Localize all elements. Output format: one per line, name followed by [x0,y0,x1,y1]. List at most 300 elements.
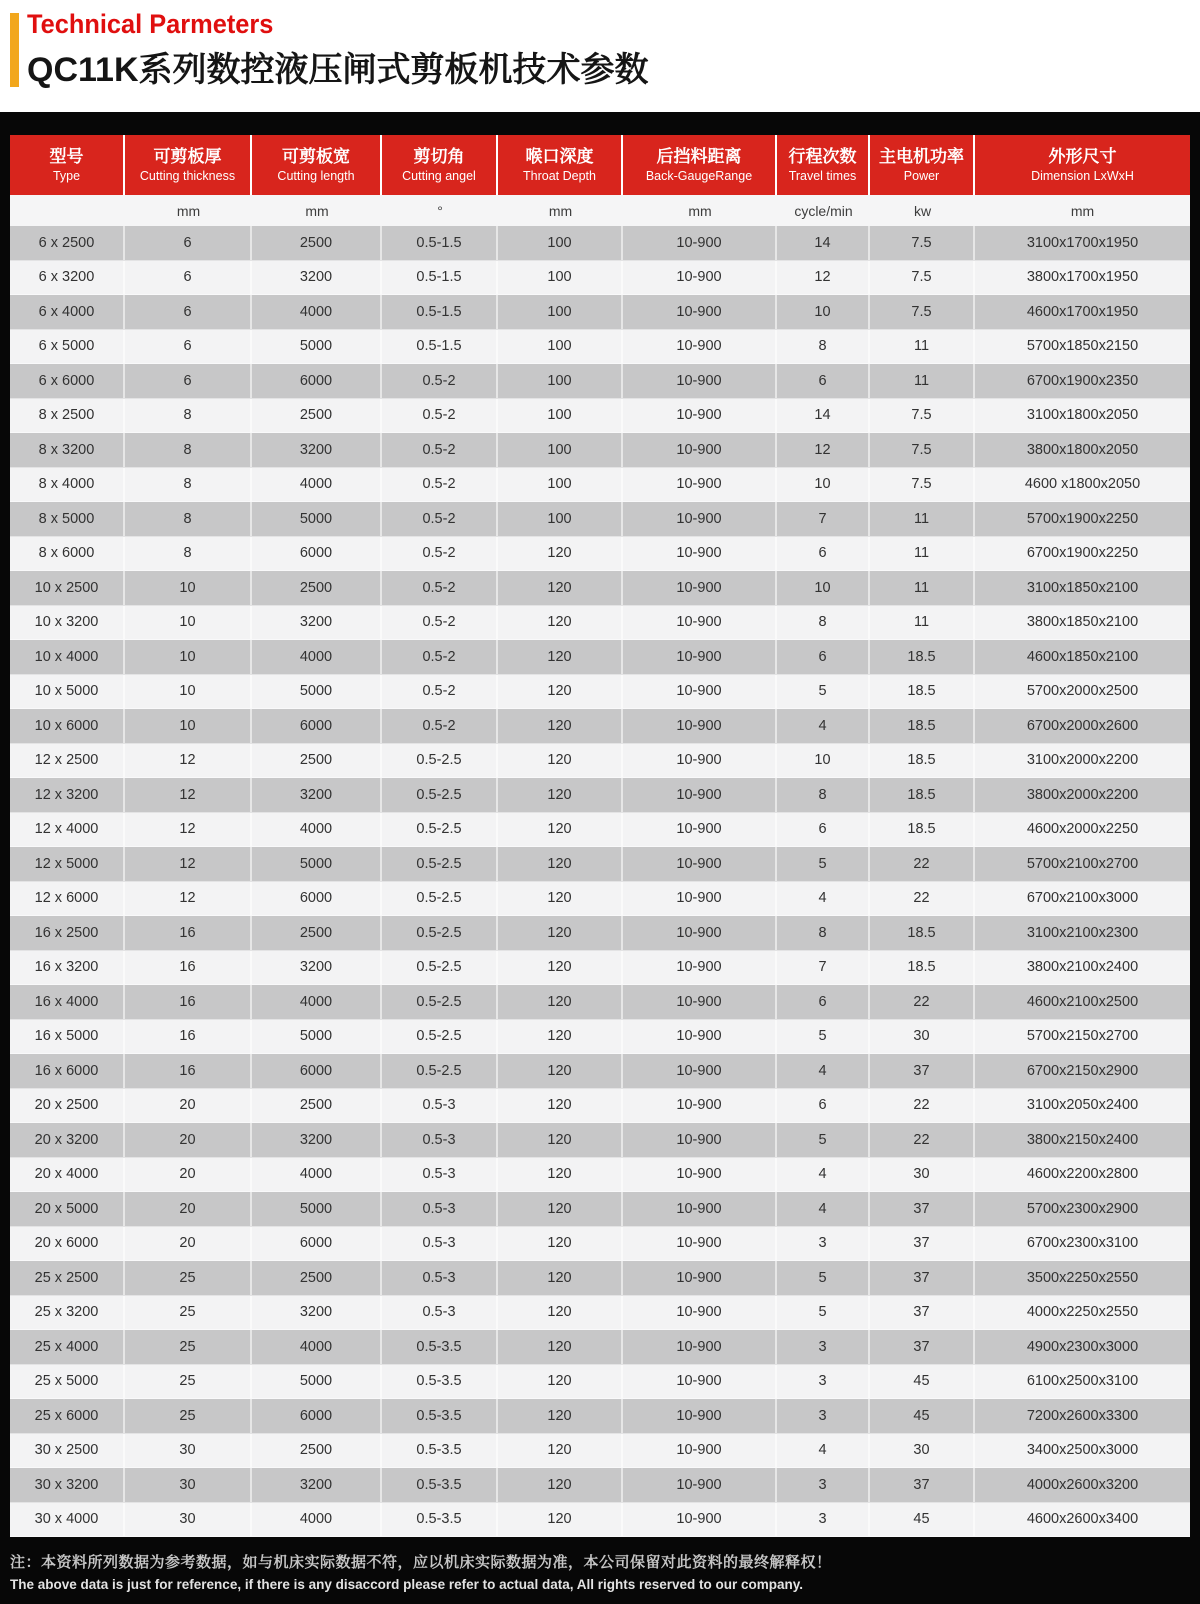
column-header-zh: 喉口深度 [525,147,594,167]
cell-back-gaugerange: 10-900 [623,1020,777,1054]
cell-travel-times: 6 [777,985,870,1019]
cell-travel-times: 3 [777,1503,870,1537]
table-units-row [10,195,1190,226]
cell-back-gaugerange: 10-900 [623,537,777,571]
cell-dimension-lxwxh: 6700x2300x3100 [1026,1235,1139,1252]
cell-power: 11 [870,537,975,571]
cell-throat-depth: 120 [498,916,623,950]
unit-cell-cutting-thickness: mm [176,202,201,219]
table-header-row [10,135,1190,195]
cell-cutting-angel: 0.5-2 [382,709,498,743]
cell-throat-depth: 120 [498,951,623,985]
cell-cutting-angel: 0.5-2 [382,502,498,536]
cell-type: 30 x 4000 [10,1503,125,1537]
cell-cutting-thickness: 20 [125,1158,252,1192]
table-row [10,571,1190,606]
cell-type: 16 x 2500 [10,916,125,950]
cell-travel-times: 4 [777,1434,870,1468]
cell-back-gaugerange: 10-900 [623,226,777,260]
cell-cutting-thickness: 8 [125,468,252,502]
cell-throat-depth: 120 [498,1054,623,1088]
unit-cell-cutting-length: mm [305,202,329,219]
cell-travel-times: 5 [777,675,870,709]
cell-travel-times: 10 [777,468,870,502]
cell-travel-times: 4 [777,709,870,743]
cell-cutting-thickness: 16 [125,985,252,1019]
cell-travel-times: 12 [777,261,870,295]
table-row [10,295,1190,330]
cell-power: 18.5 [870,744,975,778]
section-label: Technical Parmeters [27,9,274,39]
cell-cutting-thickness: 16 [125,1020,252,1054]
column-header-zh: 行程次数 [788,147,857,167]
cell-throat-depth: 120 [498,1089,623,1123]
table-row [10,1054,1190,1089]
cell-dimension-lxwxh: 3400x2500x3000 [1026,1442,1139,1459]
column-header-cutting-length [252,135,382,195]
cell-cutting-length: 6000 [252,364,382,398]
cell-type: 12 x 3200 [10,778,125,812]
cell-type: 25 x 5000 [10,1365,125,1399]
cell-travel-times: 7 [777,502,870,536]
cell-travel-times: 8 [777,606,870,640]
cell-cutting-thickness: 10 [125,571,252,605]
cell-type: 25 x 2500 [10,1261,125,1295]
cell-travel-times: 6 [777,1089,870,1123]
cell-type: 6 x 6000 [10,364,125,398]
cell-cutting-thickness: 8 [125,399,252,433]
column-header-zh: 剪切角 [413,147,465,167]
cell-throat-depth: 120 [498,813,623,847]
cell-cutting-angel: 0.5-3.5 [382,1365,498,1399]
cell-cutting-length: 3200 [252,778,382,812]
cell-back-gaugerange: 10-900 [623,1434,777,1468]
cell-cutting-angel: 0.5-2 [382,640,498,674]
page-header [0,0,1200,112]
column-header-en: Throat Depth [523,168,596,183]
cell-dimension-lxwxh: 3800x2150x2400 [1026,1131,1139,1148]
cell-cutting-thickness: 16 [125,916,252,950]
cell-back-gaugerange: 10-900 [623,1365,777,1399]
cell-type: 16 x 5000 [10,1020,125,1054]
cell-dimension-lxwxh: 4600x2000x2250 [1026,821,1139,838]
cell-throat-depth: 120 [498,1330,623,1364]
cell-back-gaugerange: 10-900 [623,951,777,985]
cell-power: 45 [870,1503,975,1537]
cell-power: 30 [870,1434,975,1468]
cell-cutting-angel: 0.5-2.5 [382,778,498,812]
cell-power: 22 [870,847,975,881]
cell-cutting-angel: 0.5-2 [382,606,498,640]
cell-dimension-lxwxh: 7200x2600x3300 [1026,1407,1139,1424]
cell-power: 18.5 [870,778,975,812]
cell-throat-depth: 100 [498,364,623,398]
cell-throat-depth: 120 [498,640,623,674]
cell-back-gaugerange: 10-900 [623,709,777,743]
cell-dimension-lxwxh: 6100x2500x3100 [1026,1373,1139,1390]
cell-dimension-lxwxh: 4000x2250x2550 [1026,1304,1139,1321]
cell-travel-times: 6 [777,813,870,847]
cell-type: 30 x 2500 [10,1434,125,1468]
cell-throat-depth: 120 [498,1468,623,1502]
cell-type: 8 x 4000 [10,468,125,502]
cell-cutting-thickness: 25 [125,1330,252,1364]
cell-back-gaugerange: 10-900 [623,433,777,467]
cell-back-gaugerange: 10-900 [623,1089,777,1123]
unit-cell-back-gaugerange: mm [688,202,712,219]
cell-throat-depth: 120 [498,985,623,1019]
table-row [10,916,1190,951]
cell-back-gaugerange: 10-900 [623,1158,777,1192]
cell-back-gaugerange: 10-900 [623,571,777,605]
cell-travel-times: 14 [777,226,870,260]
cell-cutting-length: 4000 [252,295,382,329]
cell-type: 20 x 5000 [10,1192,125,1226]
cell-cutting-thickness: 10 [125,675,252,709]
cell-cutting-length: 3200 [252,1296,382,1330]
column-header-throat-depth [498,135,623,195]
table-row [10,1020,1190,1055]
cell-power: 22 [870,1123,975,1157]
cell-back-gaugerange: 10-900 [623,1227,777,1261]
footer-note [10,1551,1190,1592]
cell-power: 7.5 [870,226,975,260]
cell-power: 11 [870,364,975,398]
table-row [10,261,1190,296]
cell-travel-times: 8 [777,778,870,812]
cell-cutting-length: 4000 [252,640,382,674]
cell-travel-times: 8 [777,330,870,364]
cell-cutting-length: 6000 [252,537,382,571]
cell-cutting-length: 3200 [252,433,382,467]
cell-power: 7.5 [870,261,975,295]
cell-cutting-length: 6000 [252,1227,382,1261]
column-header-zh: 型号 [49,147,84,167]
cell-throat-depth: 120 [498,1158,623,1192]
cell-power: 45 [870,1399,975,1433]
cell-type: 6 x 3200 [10,261,125,295]
unit-cell-power: kw [913,202,932,219]
cell-cutting-thickness: 6 [125,261,252,295]
cell-cutting-length: 2500 [252,1089,382,1123]
cell-travel-times: 5 [777,1020,870,1054]
cell-travel-times: 6 [777,537,870,571]
cell-cutting-angel: 0.5-2.5 [382,916,498,950]
cell-type: 16 x 3200 [10,951,125,985]
cell-power: 37 [870,1330,975,1364]
cell-dimension-lxwxh: 6700x2150x2900 [1026,1062,1139,1079]
cell-type: 10 x 5000 [10,675,125,709]
cell-cutting-length: 3200 [252,606,382,640]
cell-dimension-lxwxh: 3100x1850x2100 [1026,579,1139,596]
column-header-travel-times [777,135,870,195]
column-header-power [870,135,975,195]
table-row [10,709,1190,744]
cell-cutting-angel: 0.5-2 [382,571,498,605]
cell-cutting-angel: 0.5-2 [382,468,498,502]
cell-cutting-thickness: 20 [125,1089,252,1123]
cell-travel-times: 5 [777,1123,870,1157]
accent-bar [10,13,19,87]
cell-dimension-lxwxh: 3800x1700x1950 [1026,269,1139,286]
cell-power: 18.5 [870,916,975,950]
cell-back-gaugerange: 10-900 [623,916,777,950]
column-header-en: Power [903,168,940,183]
cell-type: 20 x 4000 [10,1158,125,1192]
cell-power: 18.5 [870,675,975,709]
table-row [10,1192,1190,1227]
footer-note-en: The above data is just for reference, if there is any disaccord please refer to actual data, All rights reserved to our company. [10,1577,804,1592]
cell-dimension-lxwxh: 6700x1900x2350 [1026,372,1139,389]
cell-throat-depth: 100 [498,399,623,433]
cell-cutting-thickness: 25 [125,1399,252,1433]
cell-cutting-length: 3200 [252,1123,382,1157]
cell-power: 11 [870,606,975,640]
cell-travel-times: 10 [777,571,870,605]
cell-throat-depth: 120 [498,675,623,709]
cell-cutting-angel: 0.5-3 [382,1261,498,1295]
table-row [10,606,1190,641]
cell-cutting-angel: 0.5-2.5 [382,1054,498,1088]
cell-type: 25 x 3200 [10,1296,125,1330]
cell-cutting-thickness: 12 [125,847,252,881]
cell-cutting-length: 4000 [252,1330,382,1364]
cell-cutting-angel: 0.5-1.5 [382,261,498,295]
cell-back-gaugerange: 10-900 [623,1503,777,1537]
cell-throat-depth: 120 [498,1123,623,1157]
cell-cutting-thickness: 12 [125,813,252,847]
cell-cutting-angel: 0.5-2.5 [382,985,498,1019]
cell-type: 6 x 4000 [10,295,125,329]
cell-throat-depth: 120 [498,571,623,605]
cell-type: 30 x 3200 [10,1468,125,1502]
cell-travel-times: 5 [777,847,870,881]
cell-dimension-lxwxh: 3100x2000x2200 [1026,752,1139,769]
cell-back-gaugerange: 10-900 [623,468,777,502]
cell-cutting-angel: 0.5-2 [382,433,498,467]
cell-cutting-angel: 0.5-2.5 [382,847,498,881]
column-header-en: Type [52,168,81,183]
cell-cutting-thickness: 10 [125,640,252,674]
cell-power: 18.5 [870,951,975,985]
cell-travel-times: 3 [777,1468,870,1502]
cell-cutting-length: 5000 [252,1365,382,1399]
cell-cutting-thickness: 12 [125,882,252,916]
cell-dimension-lxwxh: 6700x2000x2600 [1026,717,1139,734]
cell-cutting-length: 4000 [252,813,382,847]
cell-throat-depth: 120 [498,1296,623,1330]
unit-cell-throat-depth: mm [548,202,573,219]
column-header-type [10,135,125,195]
cell-power: 22 [870,1089,975,1123]
cell-travel-times: 3 [777,1227,870,1261]
cell-cutting-thickness: 6 [125,226,252,260]
cell-type: 8 x 5000 [10,502,125,536]
cell-type: 10 x 4000 [10,640,125,674]
cell-cutting-thickness: 20 [125,1227,252,1261]
cell-throat-depth: 120 [498,847,623,881]
cell-dimension-lxwxh: 4600x1700x1950 [1026,303,1139,320]
table-row [10,1468,1190,1503]
table-row [10,1503,1190,1538]
cell-throat-depth: 100 [498,330,623,364]
cell-cutting-angel: 0.5-3.5 [382,1330,498,1364]
cell-type: 10 x 6000 [10,709,125,743]
cell-throat-depth: 120 [498,709,623,743]
cell-dimension-lxwxh: 4900x2300x3000 [1026,1338,1139,1355]
cell-power: 7.5 [870,399,975,433]
cell-dimension-lxwxh: 3100x2050x2400 [1026,1097,1139,1114]
cell-throat-depth: 120 [498,1261,623,1295]
cell-cutting-length: 4000 [252,985,382,1019]
cell-travel-times: 7 [777,951,870,985]
column-header-zh: 可剪板厚 [153,147,222,167]
table-row [10,1158,1190,1193]
cell-throat-depth: 100 [498,295,623,329]
cell-cutting-thickness: 6 [125,330,252,364]
cell-cutting-length: 4000 [252,1503,382,1537]
cell-type: 6 x 2500 [10,226,125,260]
cell-throat-depth: 100 [498,502,623,536]
cell-cutting-angel: 0.5-2 [382,537,498,571]
cell-dimension-lxwxh: 4600x2100x2500 [1026,993,1139,1010]
cell-dimension-lxwxh: 3100x1700x1950 [1026,234,1139,251]
cell-back-gaugerange: 10-900 [623,364,777,398]
cell-cutting-angel: 0.5-1.5 [382,295,498,329]
column-header-zh: 可剪板宽 [282,147,350,167]
cell-throat-depth: 120 [498,1365,623,1399]
cell-cutting-length: 5000 [252,502,382,536]
cell-dimension-lxwxh: 5700x1850x2150 [1026,338,1139,355]
cell-back-gaugerange: 10-900 [623,813,777,847]
cell-dimension-lxwxh: 4600x2600x3400 [1026,1511,1139,1528]
cell-cutting-angel: 0.5-3 [382,1089,498,1123]
cell-back-gaugerange: 10-900 [623,1468,777,1502]
cell-cutting-thickness: 30 [125,1503,252,1537]
table-row [10,1330,1190,1365]
cell-cutting-length: 4000 [252,468,382,502]
cell-type: 16 x 6000 [10,1054,125,1088]
cell-back-gaugerange: 10-900 [623,1123,777,1157]
cell-back-gaugerange: 10-900 [623,261,777,295]
cell-cutting-angel: 0.5-2.5 [382,951,498,985]
column-header-en: Cutting angel [402,168,476,183]
table-row [10,226,1190,261]
cell-power: 30 [870,1158,975,1192]
cell-travel-times: 3 [777,1399,870,1433]
cell-type: 12 x 2500 [10,744,125,778]
cell-type: 10 x 3200 [10,606,125,640]
cell-cutting-length: 3200 [252,261,382,295]
column-header-back-gaugerange [623,135,777,195]
cell-type: 25 x 4000 [10,1330,125,1364]
table-row [10,1296,1190,1331]
cell-cutting-angel: 0.5-3 [382,1227,498,1261]
cell-dimension-lxwxh: 5700x2300x2900 [1026,1200,1139,1217]
cell-power: 18.5 [870,813,975,847]
unit-cell-cutting-angel: ° [437,202,443,219]
cell-cutting-angel: 0.5-3.5 [382,1434,498,1468]
cell-cutting-angel: 0.5-3.5 [382,1503,498,1537]
cell-travel-times: 5 [777,1296,870,1330]
cell-dimension-lxwxh: 4600 x1800x2050 [1024,476,1141,493]
cell-cutting-length: 6000 [252,1399,382,1433]
table-row [10,1365,1190,1400]
cell-cutting-length: 5000 [252,675,382,709]
cell-cutting-thickness: 25 [125,1261,252,1295]
cell-power: 7.5 [870,468,975,502]
cell-type: 12 x 4000 [10,813,125,847]
cell-dimension-lxwxh: 4600x1850x2100 [1026,648,1139,665]
cell-back-gaugerange: 10-900 [623,675,777,709]
cell-cutting-length: 6000 [252,882,382,916]
cell-cutting-length: 5000 [252,1020,382,1054]
cell-travel-times: 4 [777,1192,870,1226]
cell-cutting-angel: 0.5-2 [382,675,498,709]
table-row [10,399,1190,434]
cell-type: 12 x 6000 [10,882,125,916]
cell-cutting-thickness: 20 [125,1123,252,1157]
cell-travel-times: 8 [777,916,870,950]
cell-type: 6 x 5000 [10,330,125,364]
column-header-dimension-lxwxh [975,135,1190,195]
table-row [10,1089,1190,1124]
table-row [10,951,1190,986]
cell-cutting-angel: 0.5-3 [382,1123,498,1157]
cell-cutting-thickness: 16 [125,1054,252,1088]
cell-back-gaugerange: 10-900 [623,295,777,329]
cell-cutting-angel: 0.5-2.5 [382,1020,498,1054]
cell-cutting-thickness: 12 [125,778,252,812]
cell-dimension-lxwxh: 5700x1900x2250 [1026,510,1139,527]
cell-cutting-thickness: 16 [125,951,252,985]
cell-back-gaugerange: 10-900 [623,744,777,778]
cell-throat-depth: 120 [498,882,623,916]
cell-back-gaugerange: 10-900 [623,330,777,364]
table-row [10,1399,1190,1434]
cell-dimension-lxwxh: 3800x1850x2100 [1026,614,1139,631]
unit-cell-travel-times: cycle/min [794,202,853,219]
cell-back-gaugerange: 10-900 [623,502,777,536]
cell-cutting-length: 4000 [252,1158,382,1192]
cell-type: 8 x 6000 [10,537,125,571]
cell-power: 30 [870,1020,975,1054]
cell-back-gaugerange: 10-900 [623,778,777,812]
cell-dimension-lxwxh: 3800x1800x2050 [1026,441,1139,458]
cell-throat-depth: 120 [498,778,623,812]
cell-cutting-length: 6000 [252,709,382,743]
cell-cutting-thickness: 6 [125,364,252,398]
cell-dimension-lxwxh: 6700x1900x2250 [1026,545,1139,562]
spec-table [10,135,1190,1537]
cell-back-gaugerange: 10-900 [623,1399,777,1433]
cell-travel-times: 10 [777,295,870,329]
cell-cutting-length: 2500 [252,1261,382,1295]
table-row [10,1261,1190,1296]
cell-travel-times: 4 [777,1158,870,1192]
cell-type: 20 x 6000 [10,1227,125,1261]
cell-cutting-thickness: 8 [125,537,252,571]
cell-throat-depth: 120 [498,1020,623,1054]
cell-back-gaugerange: 10-900 [623,399,777,433]
cell-throat-depth: 100 [498,433,623,467]
cell-travel-times: 14 [777,399,870,433]
cell-dimension-lxwxh: 3100x2100x2300 [1026,924,1139,941]
cell-cutting-thickness: 10 [125,606,252,640]
table-row [10,847,1190,882]
cell-dimension-lxwxh: 5700x2000x2500 [1026,683,1139,700]
cell-back-gaugerange: 10-900 [623,1330,777,1364]
